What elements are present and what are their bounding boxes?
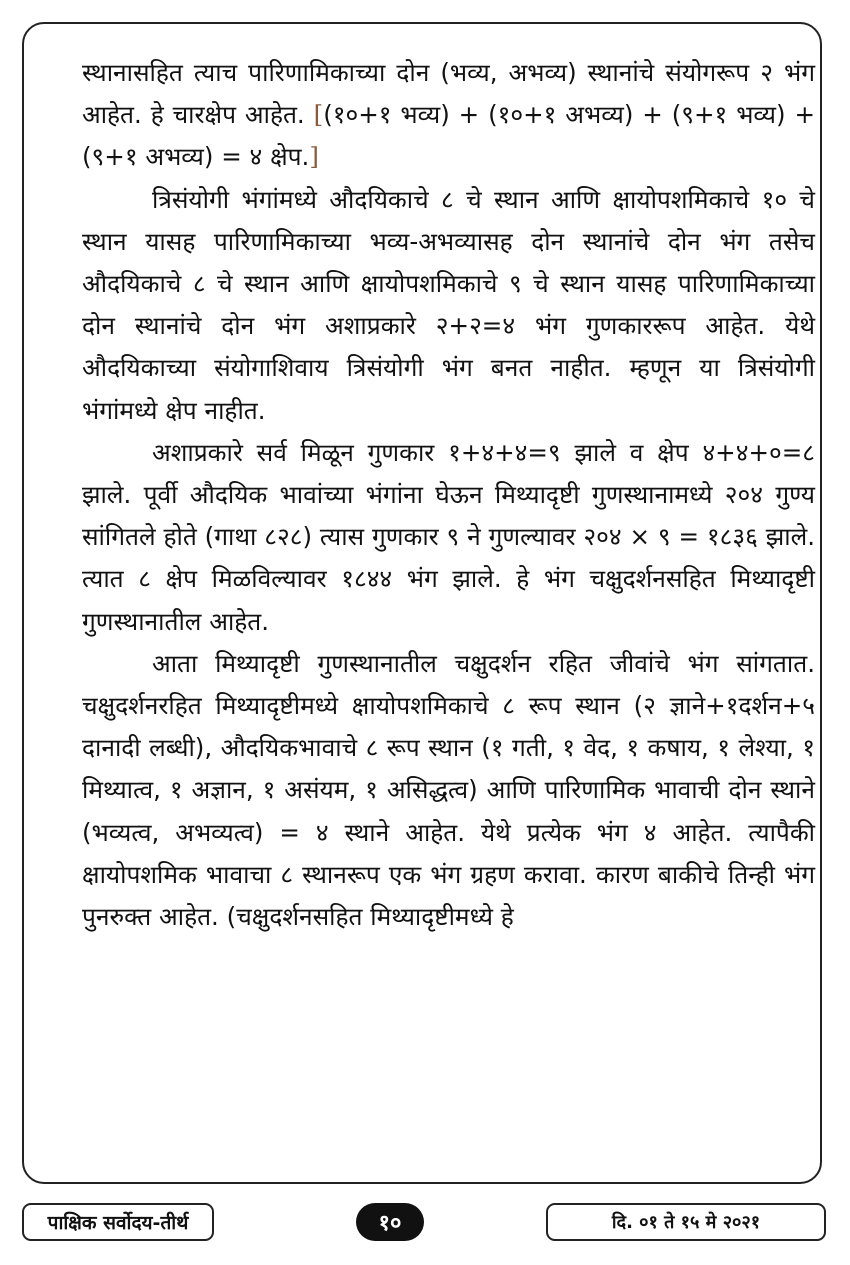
paragraph-1-text: स्थानासहित त्याच पारिणामिकाच्या दोन (भव्य, अभव्य) स्थानांचे संयोगरूप २ भंग आहेत. हे चारक्षेप आहेत.: [82, 58, 815, 130]
open-bracket: [: [313, 100, 324, 130]
issue-date: दि. ०१ ते १५ मे २०२१: [611, 1212, 761, 1233]
paragraph-2: त्रिसंयोगी भंगांमध्ये औदयिकाचे ८ चे स्थान आणि क्षायोपशमिकाचे १० चे स्थान यासह पारिणामिकाच्या भव्य-अभव्यासह दोन स्थानांचे दोन भंग तसेच औदयिकाचे ८ चे स्थान आणि क्षायोपशमिकाचे ९ चे स्थान यासह पारिणामिकाच्या दोन स्थानांचे दोन भंग अशाप्रकारे २+२=४ भंग गुणकाररूप आहेत. येथे औदयिकाच्या संयोगाशिवाय त्रिसंयोगी भंग बनत नाहीत. म्हणून या त्रिसंयोगी भंगांमध्ये क्षेप नाहीत.: [82, 184, 815, 425]
page-frame: [22, 22, 822, 1184]
close-bracket: ]: [309, 142, 319, 172]
body-text: [82, 52, 815, 938]
paragraph-1: [82, 52, 815, 179]
paragraph-4: आता मिथ्यादृष्टी गुणस्थानातील चक्षुदर्शन रहित जीवांचे भंग सांगतात. चक्षुदर्शनरहित मिथ्यादृष्टीमध्ये क्षायोपशमिकाचे ८ रूप स्थान (२ ज्ञाने+१दर्शन+५ दानादी लब्धी), औदयिकभावाचे ८ रूप स्थान (१ गती, १ वेद, १ कषाय, १ लेश्या, १ मिथ्यात्व, १ अज्ञान, १ असंयम, १ असिद्धत्व) आणि पारिणामिक भावाची दोन स्थाने (भव्यत्व, अभव्यत्व) = ४ स्थाने आहेत. येथे प्रत्येक भंग ४ आहेत. त्यापैकी क्षायोपशमिक भावाचा ८ स्थानरूप एक भंग ग्रहण करावा. कारण बाकीचे तिन्ही भंग पुनरुक्त आहेत. (चक्षुदर्शनसहित मिथ्यादृष्टीमध्ये हे: [82, 648, 815, 932]
paragraph-1-formula: (१०+१ भव्य) + (१०+१ अभव्य) + (९+१ भव्य) + (९+१ अभव्य) = ४ क्षेप.: [82, 100, 815, 172]
issue-date-box: [546, 1203, 826, 1241]
publication-name: पाक्षिक सर्वोदय-तीर्थ: [47, 1212, 189, 1234]
paragraph-3: अशाप्रकारे सर्व मिळून गुणकार १+४+४=९ झाले व क्षेप ४+४+०=८ झाले. पूर्वी औदयिक भावांच्या भंगांना घेऊन मिथ्यादृष्टी गुणस्थानामध्ये २०४ गुण्य सांगितले होते (गाथा ८२८) त्यास गुणकार ९ ने गुणल्यावर २०४ × ९ = १८३६ झाले. त्यात ८ क्षेप मिळविल्यावर १८४४ भंग झाले. हे भंग चक्षुदर्शनसहित मिथ्यादृष्टी गुणस्थानातील आहेत.: [82, 437, 815, 636]
page-number: १०: [378, 1211, 402, 1236]
page-number-badge: [356, 1203, 424, 1241]
publication-name-box: [22, 1203, 214, 1241]
